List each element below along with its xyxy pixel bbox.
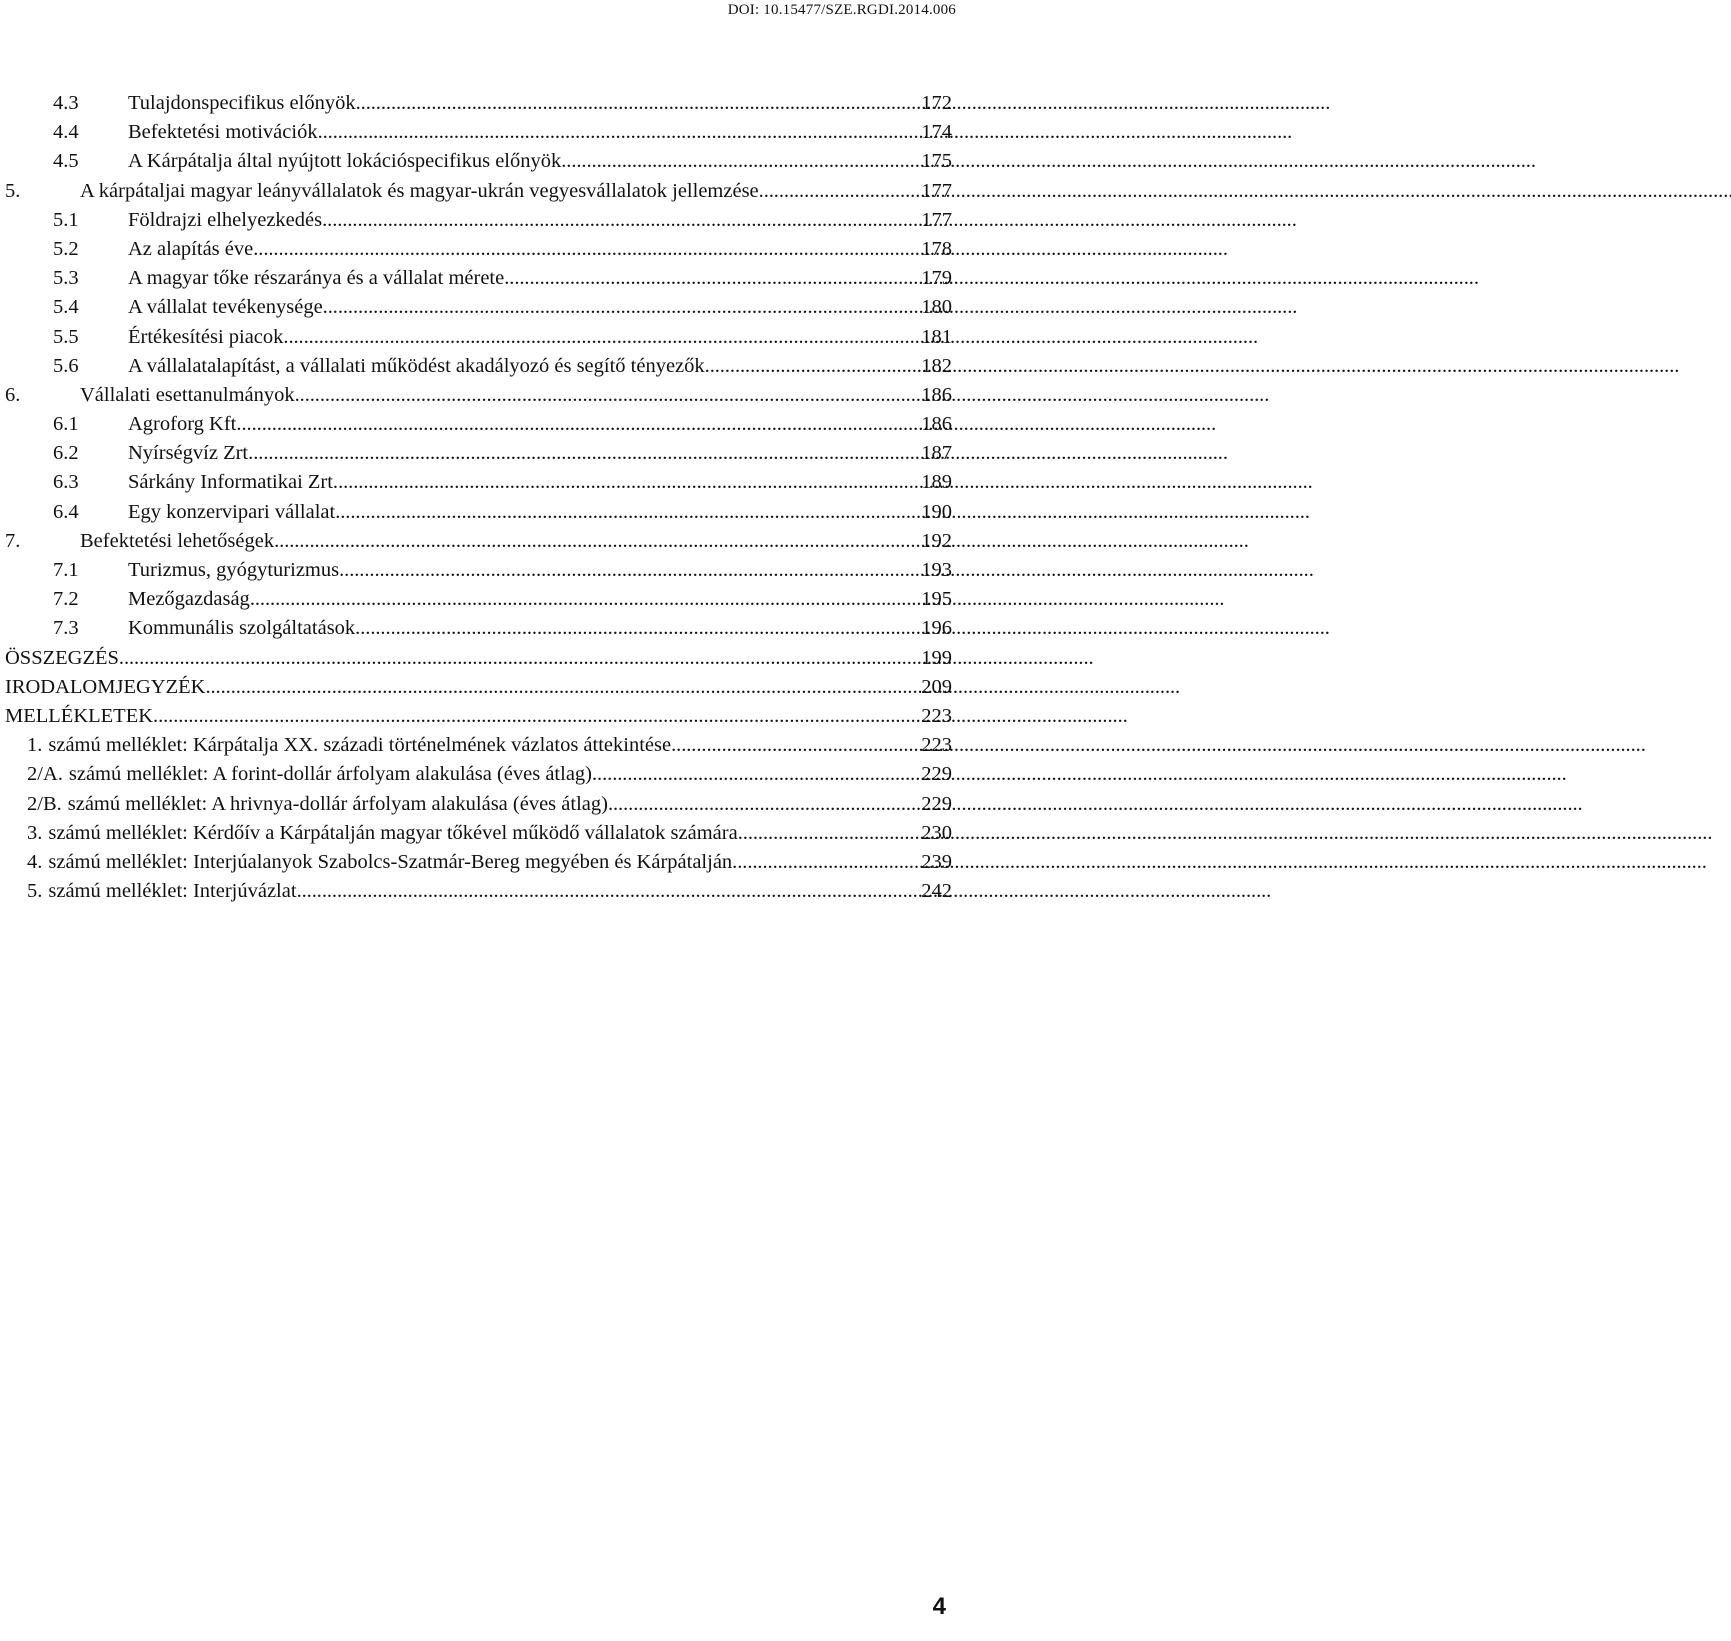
toc-entry-number: 5.6	[53, 354, 79, 377]
toc-entry-title: számú melléklet: A forint-dollár árfolyam alakulása (éves átlag)	[68, 763, 592, 786]
toc-entry-page: 209	[921, 675, 952, 698]
toc-entry[interactable]	[0, 822, 952, 851]
toc-entry[interactable]	[0, 267, 952, 296]
toc-entry-title: számú melléklet: Kérdőív a Kárpátalján magyar tőkével működő vállalatok számára	[48, 821, 738, 844]
toc-entry[interactable]	[0, 238, 952, 267]
toc-dot-leader	[250, 588, 919, 611]
toc-entry[interactable]	[0, 617, 952, 646]
toc-entry-title: számú melléklet: Interjúvázlat	[48, 880, 297, 903]
toc-entry-title: Nyírségvíz Zrt.	[128, 442, 254, 465]
toc-entry[interactable]	[0, 734, 952, 763]
toc-dot-leader	[339, 559, 919, 582]
toc-dot-leader	[732, 851, 919, 874]
toc-entry-number: 2/A.	[27, 763, 63, 786]
toc-entry-page: 179	[921, 267, 952, 290]
toc-entry[interactable]	[0, 559, 952, 588]
toc-entry-page: 229	[921, 792, 952, 815]
toc-entry-number: 3.	[27, 821, 43, 844]
toc-entry-title: Sárkány Informatikai Zrt.	[128, 471, 339, 494]
toc-entry-page: 187	[921, 442, 952, 465]
toc-entry[interactable]	[0, 588, 952, 617]
toc-entry-number: 4.5	[53, 150, 79, 173]
toc-entry-number: 5.3	[53, 267, 79, 290]
toc-entry[interactable]	[0, 471, 952, 500]
toc-entry-page: 199	[921, 646, 952, 669]
toc-entry[interactable]	[0, 851, 952, 880]
toc-dot-leader	[274, 530, 919, 553]
toc-entry-page: 242	[921, 880, 952, 903]
toc-entry-page: 181	[921, 325, 952, 348]
toc-entry[interactable]	[0, 793, 952, 822]
toc-entry-page: 175	[921, 150, 952, 173]
toc-entry-page: 230	[921, 821, 952, 844]
toc-entry-title: A vállalat tevékenysége	[128, 296, 323, 319]
toc-entry[interactable]	[0, 180, 952, 209]
toc-entry-title: IRODALOMJEGYZÉK	[5, 675, 206, 698]
toc-dot-leader	[608, 793, 919, 816]
toc-dot-leader	[119, 647, 919, 670]
toc-entry-title: számú melléklet: Kárpátalja XX. századi történelmének vázlatos áttekintése	[48, 734, 672, 757]
toc-entry-title: Kommunális szolgáltatások	[128, 617, 356, 640]
toc-entry[interactable]	[0, 384, 952, 413]
toc-dot-leader	[283, 326, 919, 349]
toc-entry[interactable]	[0, 763, 952, 792]
toc-entry-title: Vállalati esettanulmányok	[80, 383, 295, 406]
toc-entry-number: 6.4	[53, 500, 79, 523]
toc-dot-leader	[561, 150, 919, 173]
toc-entry-page: 174	[921, 121, 952, 144]
toc-entry-number: 4.4	[53, 121, 79, 144]
toc-entry[interactable]	[0, 676, 952, 705]
toc-dot-leader	[504, 267, 919, 290]
toc-entry-page: 177	[921, 208, 952, 231]
toc-entry-number: 6.1	[53, 413, 79, 436]
toc-entry[interactable]	[0, 647, 952, 676]
toc-dot-leader	[153, 705, 919, 728]
toc-dot-leader	[356, 92, 920, 115]
toc-entry-number: 2/B.	[27, 792, 62, 815]
toc-dot-leader	[318, 121, 920, 144]
toc-entry-page: 239	[921, 850, 952, 873]
page-number: 4	[932, 1593, 946, 1620]
toc-entry-number: 5.	[27, 880, 43, 903]
table-of-contents	[0, 92, 952, 909]
toc-entry-title: A vállalatalapítást, a vállalati működést akadályozó és segítő tényezők	[128, 354, 705, 377]
toc-entry[interactable]	[0, 355, 952, 384]
toc-entry-page: 186	[921, 413, 952, 436]
toc-entry-number: 1.	[27, 734, 43, 757]
toc-entry-title: A kárpátaljai magyar leányvállalatok és magyar-ukrán vegyesvállalatok jellemzése	[80, 179, 759, 202]
toc-dot-leader	[322, 209, 919, 232]
toc-entry-title: A Kárpátalja által nyújtott lokációspecifikus előnyök	[128, 150, 562, 173]
toc-entry-page: 177	[921, 179, 952, 202]
toc-entry-page: 182	[921, 354, 952, 377]
toc-dot-leader	[759, 180, 920, 203]
toc-entry-title: Földrajzi elhelyezkedés	[128, 208, 323, 231]
toc-entry[interactable]	[0, 501, 952, 530]
toc-entry-number: 4.3	[53, 92, 79, 114]
toc-entry-page: 223	[921, 704, 952, 727]
toc-entry-title: Egy konzervipari vállalat	[128, 500, 336, 523]
toc-dot-leader	[205, 676, 919, 699]
toc-entry-number: 5.5	[53, 325, 79, 348]
toc-entry[interactable]	[0, 150, 952, 179]
toc-entry-page: 223	[921, 734, 952, 757]
toc-dot-leader	[295, 384, 920, 407]
toc-dot-leader	[297, 880, 920, 903]
toc-entry-title: számú melléklet: A hrivnya-dollár árfolyam alakulása (éves átlag)	[67, 792, 608, 815]
toc-entry-title: A magyar tőke részaránya és a vállalat mérete	[128, 267, 505, 290]
toc-entry-number: 7.1	[53, 559, 79, 581]
toc-entry-number: 5.2	[53, 237, 79, 260]
toc-entry[interactable]	[0, 413, 952, 442]
toc-dot-leader	[335, 501, 919, 524]
toc-entry[interactable]	[0, 326, 952, 355]
toc-entry-title: Mezőgazdaság	[128, 588, 250, 611]
toc-entry-number: 7.2	[53, 588, 79, 611]
toc-dot-leader	[323, 296, 920, 319]
toc-entry-number: 6.3	[53, 471, 79, 494]
toc-entry-number: 6.2	[53, 442, 79, 465]
toc-entry-title: Befektetési motivációk	[128, 121, 318, 144]
toc-entry[interactable]	[0, 121, 952, 150]
toc-dot-leader	[738, 822, 920, 845]
toc-entry[interactable]	[0, 530, 952, 559]
toc-entry[interactable]	[0, 705, 952, 734]
toc-entry[interactable]	[0, 92, 952, 121]
toc-entry-title: Agroforg Kft.	[128, 413, 242, 436]
toc-entry-page: 229	[921, 763, 952, 786]
toc-entry-title: számú melléklet: Interjúalanyok Szabolcs-Szatmár-Bereg megyében és Kárpátalján	[48, 850, 733, 873]
toc-entry-page: 190	[921, 500, 952, 523]
toc-dot-leader	[338, 471, 919, 494]
toc-dot-leader	[705, 355, 920, 378]
toc-entry-page: 172	[921, 92, 952, 114]
toc-dot-leader	[253, 238, 919, 261]
toc-entry-page: 178	[921, 237, 952, 260]
doi-header: DOI: 10.15477/SZE.RGDI.2014.006	[727, 2, 956, 18]
toc-entry-title: Értékesítési piacok	[128, 325, 284, 348]
toc-entry-title: Turizmus, gyógyturizmus	[128, 559, 340, 581]
toc-dot-leader	[355, 617, 919, 640]
toc-entry[interactable]	[0, 880, 952, 909]
toc-entry-number: 6.	[5, 383, 21, 406]
toc-entry[interactable]	[0, 209, 952, 238]
toc-dot-leader	[592, 763, 919, 786]
toc-entry-page: 193	[921, 559, 952, 581]
toc-entry[interactable]	[0, 442, 952, 471]
toc-entry-page: 180	[921, 296, 952, 319]
toc-dot-leader	[671, 734, 919, 757]
toc-entry-number: 5.	[5, 179, 21, 202]
toc-entry-title: Tulajdonspecifikus előnyök	[128, 92, 356, 114]
toc-entry-page: 192	[921, 529, 952, 552]
toc-entry-page: 189	[921, 471, 952, 494]
toc-entry-title: MELLÉKLETEK	[5, 704, 154, 727]
toc-entry-page: 186	[921, 383, 952, 406]
toc-dot-leader	[242, 413, 920, 436]
toc-entry-title: ÖSSZEGZÉS	[5, 646, 119, 669]
toc-entry[interactable]	[0, 296, 952, 325]
toc-dot-leader	[253, 442, 919, 465]
toc-entry-page: 195	[921, 588, 952, 611]
toc-entry-title: Az alapítás éve	[128, 237, 254, 260]
toc-entry-number: 5.1	[53, 208, 79, 231]
toc-entry-number: 5.4	[53, 296, 79, 319]
toc-entry-number: 4.	[27, 850, 43, 873]
toc-entry-number: 7.3	[53, 617, 79, 640]
toc-entry-page: 196	[921, 617, 952, 640]
toc-entry-title: Befektetési lehetőségek	[80, 529, 275, 552]
toc-entry-number: 7.	[5, 529, 21, 552]
